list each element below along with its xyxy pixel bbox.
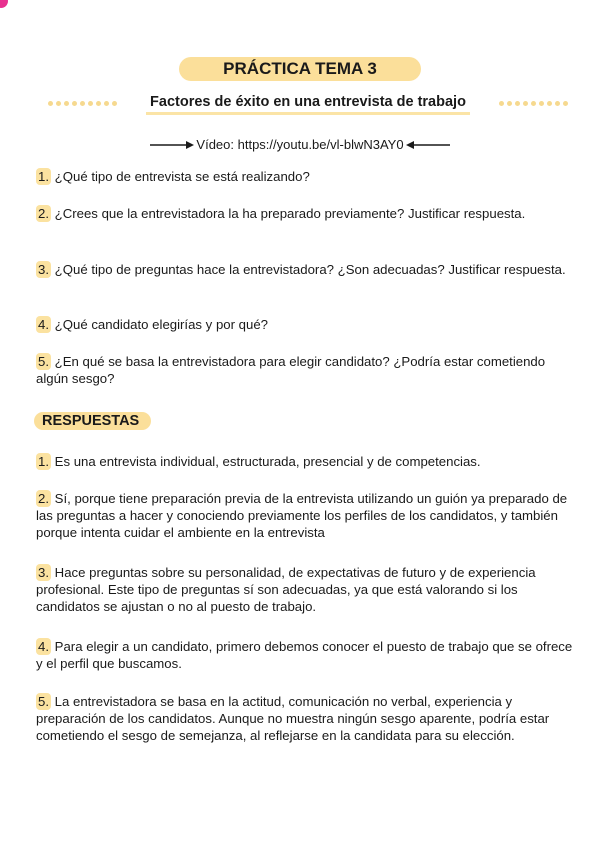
arrow-left-icon <box>406 140 450 150</box>
question-number: 3. <box>38 262 49 277</box>
question-number: 4. <box>38 317 49 332</box>
answer-1 <box>36 453 574 470</box>
answer-text: Hace preguntas sobre su personalidad, de expectativas de futuro y de experiencia profesional. Este tipo de preguntas sí son adecuadas, ya que está valorando si los candidatos se ajustan o no al puesto de trabajo. <box>36 565 536 614</box>
dots-left-decoration <box>48 101 117 106</box>
question-1 <box>36 168 574 185</box>
answer-text: Para elegir a un candidato, primero debemos conocer el puesto de trabajo que se ofrece y el perfil que buscamos. <box>36 639 573 671</box>
question-3 <box>36 261 574 278</box>
answer-number: 2. <box>38 491 49 506</box>
answer-number: 5. <box>38 694 49 709</box>
arrow-right-icon <box>150 140 194 150</box>
question-text: ¿Crees que la entrevistadora la ha preparado previamente? Justificar respuesta. <box>54 206 526 221</box>
video-link[interactable]: Vídeo: https://youtu.be/vl-blwN3AY0 <box>196 137 404 152</box>
dots-right-decoration <box>499 101 568 106</box>
page-title: PRÁCTICA TEMA 3 <box>179 57 421 81</box>
question-5 <box>36 353 574 387</box>
answer-number: 1. <box>38 454 49 469</box>
video-row <box>0 137 600 152</box>
answer-4 <box>36 638 574 672</box>
answer-2 <box>36 490 574 541</box>
question-text: ¿Qué tipo de entrevista se está realizando? <box>54 169 310 184</box>
title-wrap <box>0 57 600 81</box>
subtitle-row <box>48 92 568 114</box>
question-text: ¿En qué se basa la entrevistadora para elegir candidato? ¿Podría estar cometiendo algún sesgo? <box>36 354 546 386</box>
answer-3 <box>36 564 574 615</box>
answers-heading: RESPUESTAS <box>34 412 151 430</box>
question-2 <box>36 205 574 222</box>
answer-text: La entrevistadora se basa en la actitud, comunicación no verbal, experiencia y preparación de los candidatos. Aunque no muestra ningún sesgo aparente, podría estar cometiendo el sesgo de semejanza, al reflejarse en la candidata para su elección. <box>36 694 550 743</box>
question-4 <box>36 316 574 333</box>
question-number: 2. <box>38 206 49 221</box>
answer-5 <box>36 693 574 744</box>
question-text: ¿Qué candidato elegirías y por qué? <box>54 317 269 332</box>
answer-text: Es una entrevista individual, estructurada, presencial y de competencias. <box>54 454 481 469</box>
answer-number: 3. <box>38 565 49 580</box>
question-text: ¿Qué tipo de preguntas hace la entrevistadora? ¿Son adecuadas? Justificar respuesta. <box>54 262 566 277</box>
corner-marker <box>0 0 8 8</box>
answer-text: Sí, porque tiene preparación previa de la entrevista utilizando un guión ya preparado de las preguntas a hacer y conociendo previamente los perfiles de los candidatos, y también porque intenta cuidar el ambiente en la entrevista <box>36 491 568 540</box>
question-number: 1. <box>38 169 49 184</box>
question-number: 5. <box>38 354 49 369</box>
answer-number: 4. <box>38 639 49 654</box>
subtitle: Factores de éxito en una entrevista de trabajo <box>146 92 470 115</box>
